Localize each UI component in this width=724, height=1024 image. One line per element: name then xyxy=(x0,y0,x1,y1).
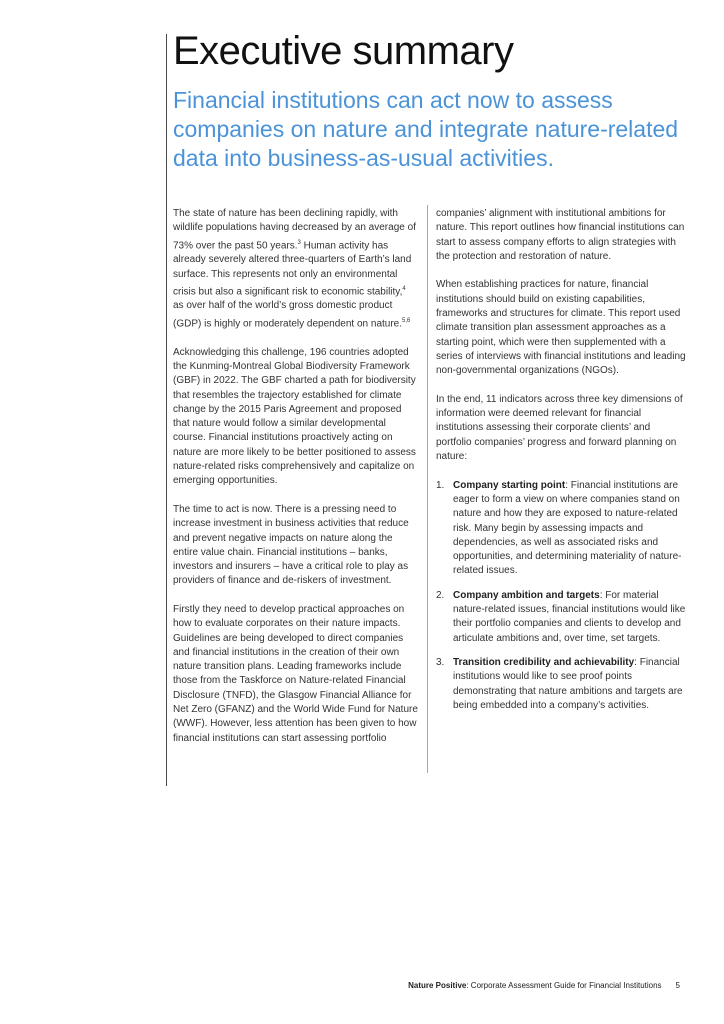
list-item-text: : Financial institutions would like to see proof points demonstrating that nature ambitions and targets are being embedded into a company’s activities. xyxy=(453,656,683,711)
list-item xyxy=(436,656,686,713)
footnote-ref: 3 xyxy=(297,239,301,246)
list-item-term: Company starting point xyxy=(453,479,566,491)
left-p1-text-a: The state of nature has been declining rapidly, with wildlife populations having decreased by an average of 73% over the past 50 years. xyxy=(173,208,416,251)
list-item-number: 2. xyxy=(436,589,445,601)
page-title: Executive summary xyxy=(173,29,514,73)
left-paragraph-3: The time to act is now. There is a pressing need to increase investment in business activities that reduce and prevent negative impacts on nature along the entire value chain. Financial institutions – banks, investors and insurers – have a critical role to play as providers of finance and de-riskers of investment. xyxy=(173,503,409,587)
right-paragraph-1: companies’ alignment with institutional ambitions for nature. This report outlines how financial institutions can start to assess company efforts to align strategies with the protection and restoration of nature. xyxy=(436,208,685,262)
list-item xyxy=(436,479,686,579)
footnote-ref: 5,6 xyxy=(402,317,411,324)
page-footer xyxy=(408,981,680,990)
list-item-term: Company ambition and targets xyxy=(453,589,600,601)
left-paragraph-2: Acknowledging this challenge, 196 countries adopted the Kunming-Montreal Global Biodiversity Framework (GBF) in 2022. The GBF charted a path for biodiversity that resembles the trajectory established for climate change by the 2015 Paris Agreement and proposed that nature would follow a similar developmental course. Financial institutions proactively acting on nature are more likely to be better positioned to assess nature-related risks comprehensively and capitalize on emerging opportunities. xyxy=(173,346,416,487)
left-column xyxy=(173,207,418,746)
dimensions-list xyxy=(436,479,686,713)
right-paragraph-2: When establishing practices for nature, financial institutions should build on existing capabilities, frameworks and structures for climate. This report used climate transition plan assessment approaches as a starting point, which were then supplemented with a series of interviews with financial institutions and leading non-governmental organizations (NGOs). xyxy=(436,279,686,377)
left-p1-text-b: Human activity has already severely altered three-quarters of Earth’s land surface. This represents not only an environmental crisis but also a significant risk to economic stability, xyxy=(173,239,412,298)
list-item-number: 3. xyxy=(436,656,445,668)
left-vertical-rule xyxy=(166,34,167,786)
page-number: 5 xyxy=(675,981,680,990)
footer-brand: Nature Positive xyxy=(408,981,467,990)
left-paragraph-4: Firstly they need to develop practical approaches on how to evaluate corporates on their nature impacts. Guidelines are being developed to direct companies and financial institutions in the creation of their own nature transition plans. Leading frameworks include those from the Taskforce on Nature-related Financial Disclosure (TNFD), the Glasgow Financial Alliance for Net Zero (GFANZ) and the World Wide Fund for Nature (WWF). However, less attention has been given to how financial institutions can start assessing portfolio xyxy=(173,604,418,744)
footer-title: : Corporate Assessment Guide for Financial Institutions xyxy=(466,981,662,990)
list-item-text: : For material nature-related issues, financial institutions would like their portfolio companies and clients to develop and articulate ambitions and, over time, set targets. xyxy=(453,589,686,644)
list-item-number: 1. xyxy=(436,479,445,491)
column-divider xyxy=(427,205,428,773)
left-p1-text-c: as over half of the world’s gross domestic product (GDP) is highly or moderately dependent on nature. xyxy=(173,300,403,330)
right-paragraph-3: In the end, 11 indicators across three key dimensions of information were deemed relevant for financial institutions assessing their corporate clients’ and portfolio companies’ progress and forward planning on nature: xyxy=(436,393,683,463)
page-subtitle: Financial institutions can act now to assess companies on nature and integrate nature-related data into business-as-usual activities. xyxy=(173,87,679,171)
list-item-text: : Financial institutions are eager to form a view on where companies stand on nature and how they are exposed to nature-related risk. Many begin by assessing impacts and dependencies, as well as associated risks and opportunities, and determining materiality of nature-related issues. xyxy=(453,479,682,577)
footnote-ref: 4 xyxy=(402,285,406,292)
list-item xyxy=(436,589,686,646)
right-column xyxy=(436,207,686,723)
list-item-term: Transition credibility and achievability xyxy=(453,656,635,668)
left-paragraph-1 xyxy=(173,207,418,331)
